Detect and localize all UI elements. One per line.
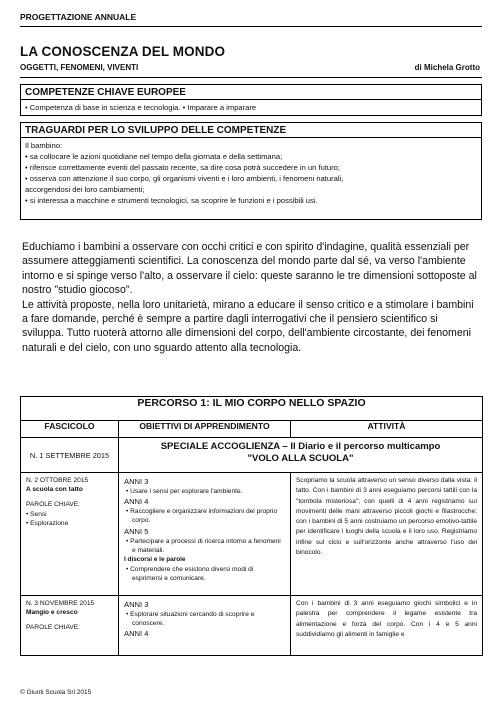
age-label: ANNI 5 <box>124 526 149 536</box>
traguardi-line: • si interessa a macchine e strumenti tecnologici, sa scoprire le funzioni e i possibili usi. <box>25 196 318 206</box>
special-title: SPECIALE ACCOGLIENZA – Il Diario e il percorso multicampo <box>160 441 441 452</box>
column-header: OBIETTIVI DI APPRENDIMENTO <box>119 421 291 438</box>
competenze-line: • Competenza di base in scienza e tecnologia. • Imparare a imparare <box>25 103 257 112</box>
age-label: ANNI 4 <box>124 629 149 639</box>
intro-paragraph: Le attività proposte, nella loro unitarietà, mirano a educare il senso critico e a stimolare i bambini a fare domande, perché è sempre a partire dagli interrogativi che il pensiero scientifico si sviluppa. Tutto ruoterà attorno alle dimensioni del corpo, dell'ambiente circostante, dei fenomeni naturali e del cielo, con uno sguardo attento alla tecnologia. <box>22 298 474 354</box>
title-rule <box>20 77 482 78</box>
objective: • Esplorare situazioni cercando di scoprire e conoscere. <box>126 611 255 628</box>
objectives-cell <box>119 596 291 656</box>
special-cell <box>119 438 483 473</box>
traguardi-line: accorgendosi dei loro cambiamenti; <box>25 185 145 195</box>
table-row <box>21 596 483 656</box>
age-label: ANNI 4 <box>124 497 149 507</box>
percorso-row <box>21 397 483 421</box>
keywords-label: PAROLE CHIAVE: <box>26 624 80 632</box>
intro-paragraph: Educhiamo i bambini a osservare con occhi critici e con spirito d'indagine, qualità essenziali per assumere atteggiamenti scientifici. La conoscenza del mondo parte dal sé, va verso l'ambiente intorno e si spinge verso l'alto, a osservare il cielo: queste saranno le tre dimensioni sottoposte al nostro "studio giocoso". <box>22 241 477 297</box>
author: di Michela Grotto <box>414 63 480 72</box>
table-row <box>21 438 483 473</box>
objectives-cell <box>119 473 291 596</box>
traguardi-line: • osserva con attenzione il suo corpo, gli organismi viventi e i loro ambienti, i fenomeni naturali, <box>25 174 344 184</box>
objective: • Raccogliere e organizzare informazioni del proprio corpo. <box>126 508 278 525</box>
traguardi-line: • riferisce correttamente eventi del passato recente, sa dire cosa potrà succedere in un futuro; <box>25 163 341 173</box>
table-header-row <box>21 421 483 438</box>
fascicolo-cell <box>21 596 119 656</box>
keywords-label: PAROLE CHIAVE: <box>26 501 80 509</box>
competenze-title: COMPETENZE CHIAVE EUROPEE <box>25 87 186 98</box>
objective: • Usare i sensi per esplorare l'ambiente. <box>126 488 243 495</box>
activity-cell: Con i bambini di 3 anni eseguiamo giochi simbolici e in palestra per comprendere il legame esistente tra alimentazione e forza del corpo. Con i 4 e 5 anni suddividiamo gli alimenti in famiglie e <box>291 596 483 656</box>
table-row <box>21 473 483 596</box>
age-label: ANNI 3 <box>124 600 149 609</box>
campo-label: I discorsi e le parole <box>124 556 186 564</box>
programme-table <box>20 396 483 656</box>
traguardi-intro: Il bambino: <box>25 141 63 150</box>
intro-text <box>22 240 480 355</box>
special-subtitle: "VOLO ALLA SCUOLA" <box>247 453 354 464</box>
competenze-box <box>20 84 482 116</box>
fascicolo-title: Mangio e cresco <box>26 609 78 617</box>
age-label: ANNI 3 <box>124 477 149 486</box>
page-subtitle: OGGETTI, FENOMENI, VIVENTI <box>20 63 139 72</box>
fascicolo-date: N. 2 OTTOBRE 2015 <box>26 477 89 484</box>
traguardi-line: • sa collocare le azioni quotidiane nel tempo della giornata e della settimana; <box>25 152 283 162</box>
objective: • Partecipare a processi di ricerca intorno a fenomeni e materiali. <box>126 537 281 554</box>
fascicolo-title: A scuola con tatto <box>26 486 83 494</box>
footer-copyright: © Giunti Scuola Srl 2015 <box>20 689 92 696</box>
header-rule <box>20 26 482 27</box>
page-title: LA CONOSCENZA DEL MONDO <box>20 44 226 59</box>
fascicolo-cell: N. 1 SETTEMBRE 2015 <box>21 438 119 473</box>
keyword: • Sensi <box>26 510 47 518</box>
traguardi-box <box>20 122 482 220</box>
activity-cell: Scopriamo la scuola attraverso un senso diverso dalla vista: il tatto. Con i bambini di 3 anni eseguiamo percorsi tattili con la "tombola misteriosa"; con quelli di 4 anni registriamo sui movimenti delle mani attraverso piccoli giochi e filastrocche; con i bambini di 5 anni costruiamo un percorso emotivo-tattile per identificare i luoghi della scuola e il loro uso. Registriamo infine sul ciclo e sull'orizzonte anche attraverso l'uso del binocolo. <box>291 473 483 596</box>
objective: • Comprendere che esistono diversi modi di esprimersi e comunicare. <box>126 565 254 582</box>
header-label: PROGETTAZIONE ANNUALE <box>20 12 137 22</box>
keyword: • Esplorazione <box>26 519 69 527</box>
column-header: FASCICOLO <box>21 421 119 438</box>
fascicolo-cell <box>21 473 119 596</box>
column-header: ATTIVITÀ <box>291 421 483 438</box>
percorso-title: PERCORSO 1: IL MIO CORPO NELLO SPAZIO <box>21 397 483 421</box>
fascicolo-date: N. 3 NOVEMBRE 2015 <box>26 600 95 607</box>
traguardi-title: TRAGUARDI PER LO SVILUPPO DELLE COMPETENZE <box>25 125 287 136</box>
